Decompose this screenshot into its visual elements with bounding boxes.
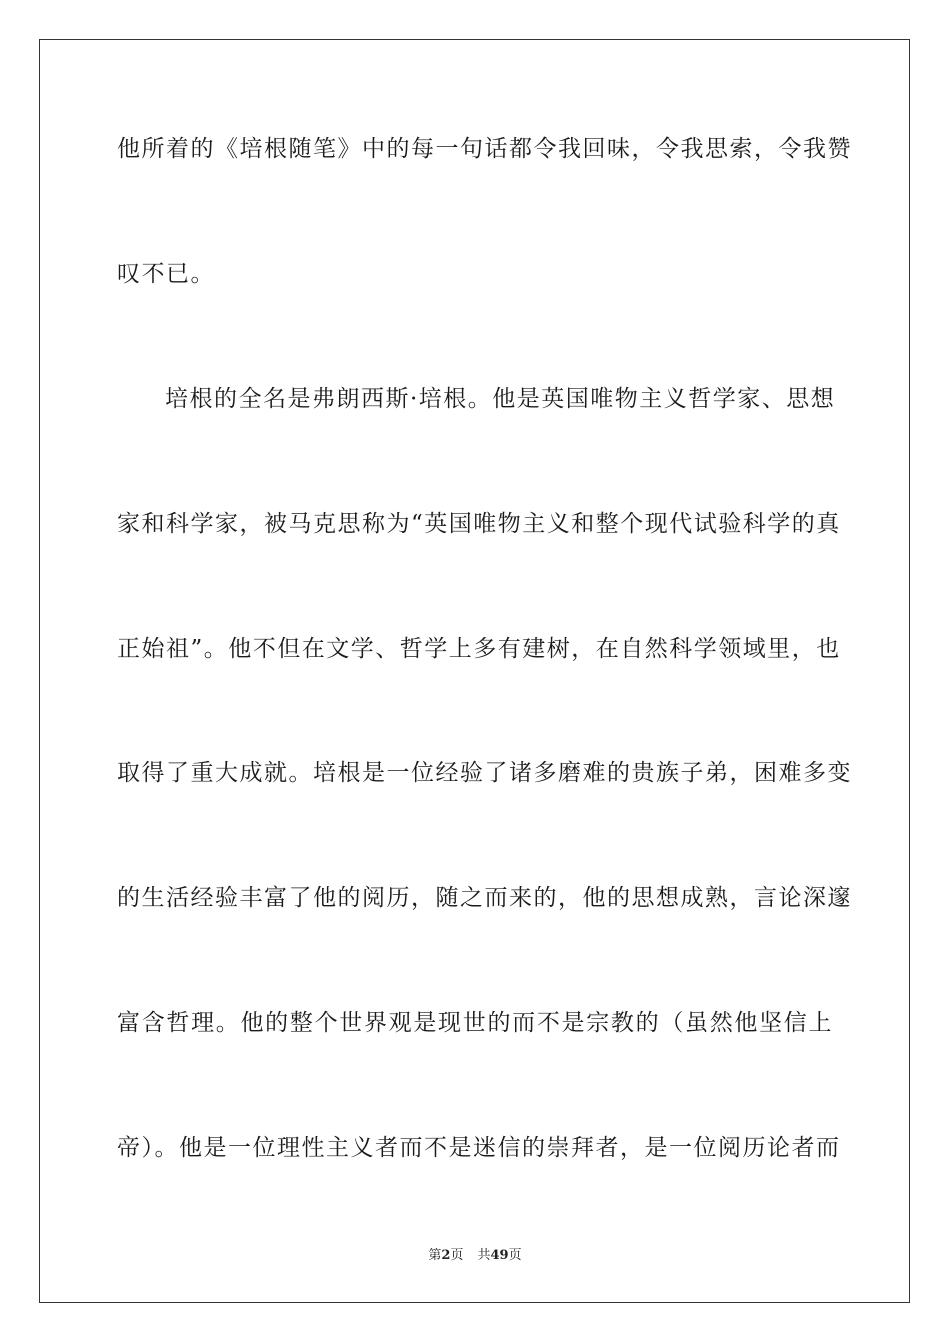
page-footer [0,1247,950,1265]
page-number: 2 [441,1248,451,1263]
total-prefix: 共 [477,1248,491,1263]
text-line-7: 的生活经验丰富了他的阅历，随之而来的，他的思想成熟，言论深邃 [117,885,852,911]
text-line-6: 取得了重大成就。培根是一位经验了诸多磨难的贵族子弟，困难多变 [117,760,852,786]
text-line-9: 帝）。他是一位理性主义者而不是迷信的崇拜者，是一位阅历论者而 [117,1135,841,1161]
text-line-8: 富含哲理。他的整个世界观是现世的而不是宗教的（虽然他坚信上 [117,1010,833,1036]
text-line-1: 他所着的《培根随笔》中的每一句话都令我回味，令我思索，令我赞 [117,136,852,162]
page-suffix: 页 [450,1248,464,1263]
total-pages: 49 [490,1248,509,1263]
text-line-4: 家和科学家，被马克思称为“英国唯物主义和整个现代试验科学的真 [117,511,841,537]
text-line-2: 叹不已。 [117,261,215,287]
text-line-3: 培根的全名是弗朗西斯·培根。他是英国唯物主义哲学家、思想 [165,386,836,412]
page-prefix: 第 [428,1248,442,1263]
total-suffix: 页 [508,1248,522,1263]
page-border [39,39,910,1303]
text-line-5: 正始祖”。他不但在文学、哲学上多有建树，在自然科学领域里，也 [117,636,841,662]
